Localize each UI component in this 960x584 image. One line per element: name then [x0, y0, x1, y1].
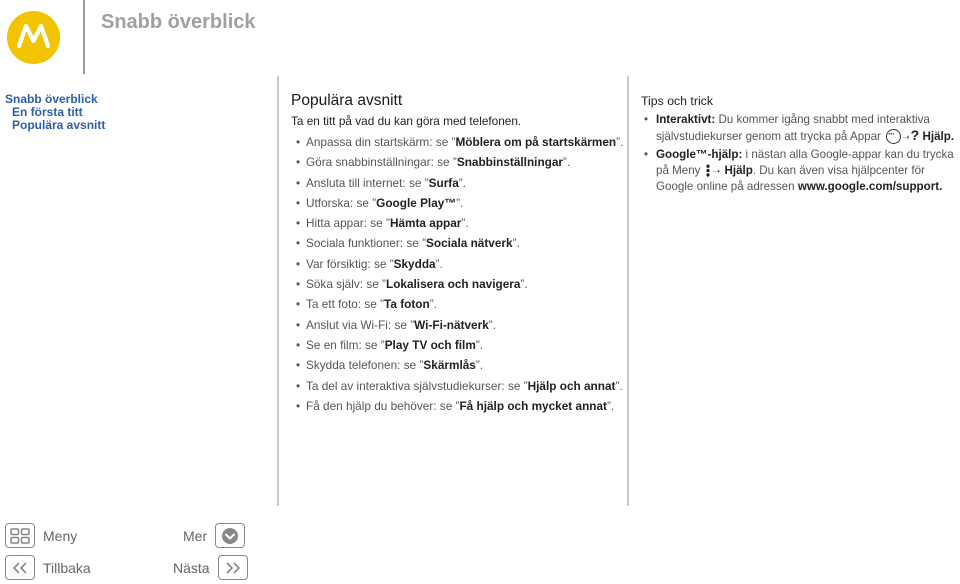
topic-link[interactable]: Lokalisera och navigera [386, 277, 521, 292]
tip-interactive: • Interaktivt: Du kommer igång snabbt med interaktiva självstudiekurser genom att trycka på Appar ···➝? Hjälp. [641, 112, 959, 145]
list-item: • Var försiktig: se ”Skydda”. [291, 254, 621, 274]
topic-link[interactable]: Play TV och film [384, 337, 476, 352]
double-chevron-right-icon [218, 555, 248, 580]
list-item: • Söka själv: se ”Lokalisera och navigera”. [291, 274, 621, 294]
topic-link[interactable]: Wi-Fi-nätverk [414, 317, 489, 332]
topic-link[interactable]: Surfa [428, 175, 459, 190]
double-chevron-left-icon [5, 555, 35, 580]
arrow-icon: ➝ [712, 165, 721, 176]
back-label: Tillbaka [43, 559, 91, 576]
grid-icon [5, 523, 35, 548]
next-button[interactable] [173, 555, 248, 580]
tips-heading: Tips och trick [641, 94, 713, 108]
list-item: • Anpassa din startskärm: se ”Möblera om på startskärmen”. [291, 132, 621, 152]
sidebar-item-en-forsta-titt[interactable]: En första titt [12, 105, 83, 119]
header-divider [83, 0, 85, 74]
list-item: • Skydda telefonen: se ”Skärmlås”. [291, 355, 621, 375]
menu-label: Meny [43, 527, 78, 544]
help-link[interactable]: Hjälp. [922, 129, 955, 143]
section-intro: Ta en titt på vad du kan göra med telefonen. [291, 114, 522, 128]
topic-link[interactable]: Ta foton [384, 297, 430, 312]
back-button[interactable] [5, 555, 99, 580]
main-content [291, 90, 624, 416]
topic-link[interactable]: Hämta appar [389, 216, 462, 231]
column-divider-right [627, 76, 629, 506]
topic-link[interactable]: Möblera om på startskärmen [455, 135, 617, 149]
next-label: Nästa [173, 559, 210, 576]
list-item: • Ta del av interaktiva självstudiekurser: se ”Hjälp och annat”. [291, 376, 621, 396]
apps-icon [886, 129, 901, 144]
topic-link[interactable]: Sociala nätverk [426, 236, 513, 251]
list-item: • Utforska: se ”Google Play™”. [291, 193, 621, 213]
column-divider-left [277, 76, 279, 506]
tip-label: Google™-hjälp: [656, 148, 743, 162]
list-item: • Sociala funktioner: se ”Sociala nätverk”. [291, 233, 621, 253]
topic-list [291, 132, 624, 416]
section-heading: Populära avsnitt [291, 92, 403, 109]
tips-list [641, 112, 959, 195]
list-item: • Ta ett foto: se ”Ta foton”. [291, 294, 621, 314]
chevron-down-circle-icon [215, 523, 245, 548]
menu-button[interactable] [5, 523, 85, 548]
tips-panel [641, 93, 959, 197]
list-item: • Se en film: se ”Play TV och film”. [291, 335, 621, 355]
menu-icon [706, 164, 710, 177]
more-label: Mer [183, 527, 208, 544]
bottom-nav [0, 519, 270, 584]
list-item: • Hitta appar: se ”Hämta appar”. [291, 213, 621, 233]
topic-link[interactable]: Skydda [393, 256, 436, 271]
motorola-logo-icon [7, 11, 60, 64]
support-url-link[interactable]: www.google.com/support [797, 180, 940, 194]
page-title: Snabb överblick [101, 11, 256, 33]
sidebar-nav [5, 93, 105, 132]
more-button[interactable] [183, 523, 245, 548]
topic-link[interactable]: Få hjälp och mycket annat [459, 398, 607, 413]
list-item: • Ansluta till internet: se ”Surfa”. [291, 173, 621, 193]
question-icon: ? [910, 126, 920, 143]
list-item: • Anslut via Wi-Fi: se ”Wi-Fi-nätverk”. [291, 315, 621, 335]
sidebar-item-snabb-overblick[interactable]: Snabb överblick [5, 92, 98, 106]
motorola-logo [7, 11, 60, 64]
sidebar-item-populara-avsnitt[interactable]: Populära avsnitt [12, 118, 106, 132]
topic-link[interactable]: Google Play™ [376, 195, 457, 210]
list-item: • Göra snabbinställningar: se ”Snabbinställningar”. [291, 152, 621, 172]
tip-label: Interaktivt: [656, 113, 716, 126]
topic-link[interactable]: Skärmlås [423, 358, 476, 373]
tip-google-help: • Google™-hjälp: i nästan alla Google-appar kan du trycka på Meny ➝ Hjälp. Du kan även visa hjälpcenter för Google online på adressen www.google.com/support. [641, 147, 959, 195]
help-link[interactable]: Hjälp [724, 163, 753, 177]
arrow-icon: ➝ [902, 131, 910, 142]
topic-link[interactable]: Hjälp och annat [527, 378, 616, 393]
list-item: • Få den hjälp du behöver: se ”Få hjälp och mycket annat”. [291, 396, 621, 416]
topic-link[interactable]: Snabbinställningar [456, 155, 564, 170]
